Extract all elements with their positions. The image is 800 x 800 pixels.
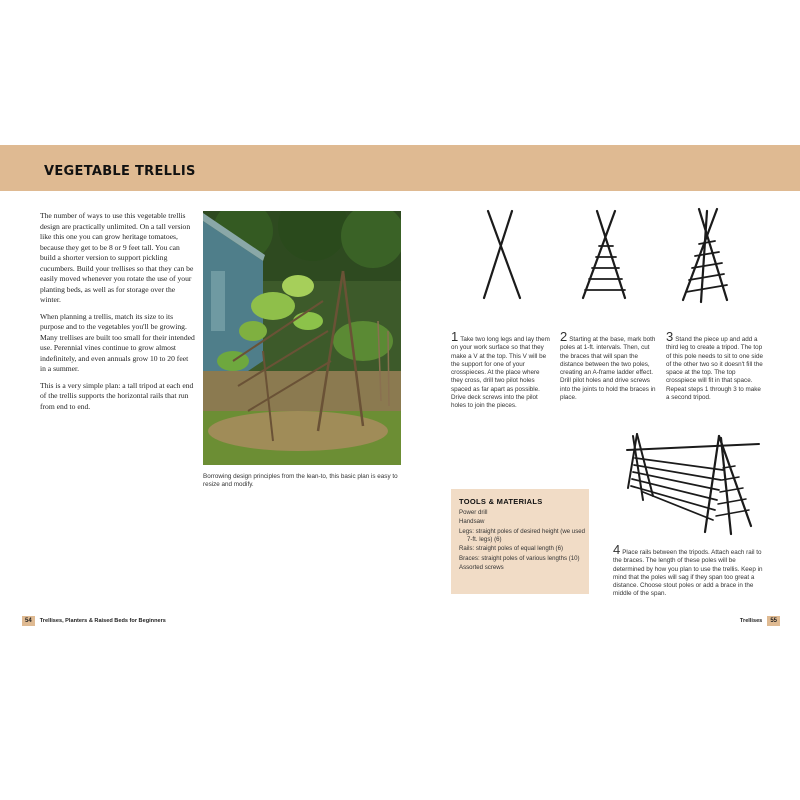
tools-title: TOOLS & MATERIALS <box>459 497 543 506</box>
step-number: 4 <box>613 542 621 557</box>
step-number: 3 <box>666 329 674 344</box>
step-3-illustration <box>677 206 737 311</box>
photo-caption: Borrowing design principles from the lean-to, this basic plan is easy to resize and modify. <box>203 473 398 489</box>
list-item: Braces: straight poles of various lengths (10) <box>459 554 580 562</box>
footer-left <box>22 615 171 627</box>
list-item: Rails: straight poles of equal length (6) <box>459 545 563 553</box>
step-2-text <box>560 329 658 402</box>
footer-right <box>735 615 780 627</box>
step-number: 1 <box>451 329 459 344</box>
list-item: Power drill <box>459 509 488 516</box>
step-number: 2 <box>560 329 568 344</box>
page-number-left: 54 <box>22 616 35 626</box>
step-2-illustration <box>575 208 635 307</box>
page-title: VEGETABLE TRELLIS <box>44 164 196 179</box>
tools-list <box>459 509 585 573</box>
title-banner <box>0 145 800 191</box>
step-description: Take two long legs and lay them on your work surface so that they make a V at the top. This V will be the support for one of your crosspieces. At the place where they cross, drill two pilot holes spaced as far apart as possible. Drive deck screws into the pilot holes to join the pieces. <box>451 336 550 410</box>
step-1-text <box>451 329 551 411</box>
tools-materials-box <box>451 489 589 594</box>
step-3-text <box>666 329 766 402</box>
section-name: Trellises <box>739 618 763 624</box>
garden-trellis-photo <box>203 211 401 465</box>
list-item: Assorted screws <box>459 563 504 571</box>
intro-text <box>40 211 195 418</box>
intro-paragraph: When planning a trellis, match its size to its purpose and to the vegetables you'll be growing. Many trellises are built too small for their intended use. Perennial vines continue to grow almost indefinitely, and even annuals grow 10 to 20 feet in a summer. <box>40 311 195 373</box>
intro-paragraph: This is a very simple plan: a tall tripod at each end of the trellis supports the horizontal rails that run from end to end. <box>40 380 194 411</box>
page-number-right: 55 <box>767 616 780 626</box>
intro-paragraph: The number of ways to use this vegetable trellis design are practically unlimited. On a tall version like this one you can grow heritage tomatoes, because they get to be 8 or 9 feet tall. You can build a shorter version to support pickling cucumbers. Build your trellises so that they can be easily moved whenever you rotate the use of your planting beds, as well as for storage over the winter. <box>40 211 194 304</box>
list-item: Legs: straight poles of desired height (we used 7-ft. legs) (6) <box>459 527 586 543</box>
book-title: Trellises, Planters & Raised Beds for Beginners <box>39 618 166 624</box>
step-description: Starting at the base, mark both poles at 1-ft. intervals. Then, cut the braces that will span the distance between the two poles, creating an A-frame ladder effect. Drill pilot holes and drive screws into the joints to hold the braces in place. <box>560 336 656 402</box>
step-description: Stand the piece up and add a third leg to create a tripod. The top of this pole needs to sit to one side of the other two so it doesn't fill the space at the top. The top crosspiece will fit in that space. Repeat steps 1 through 3 to make a second tripod. <box>666 336 763 402</box>
step-4-text <box>613 542 767 599</box>
list-item: Handsaw <box>459 518 485 526</box>
step-description: Place rails between the tripods. Attach each rail to the braces. The length of these poles will be determined by how you plan to use the trellis. Keep in mind that the poles will sag if they span too great a distance. Choose stout poles or add a brace in the middle of the span. <box>613 549 763 598</box>
step-1-illustration <box>478 208 528 307</box>
step-4-illustration <box>623 428 763 545</box>
